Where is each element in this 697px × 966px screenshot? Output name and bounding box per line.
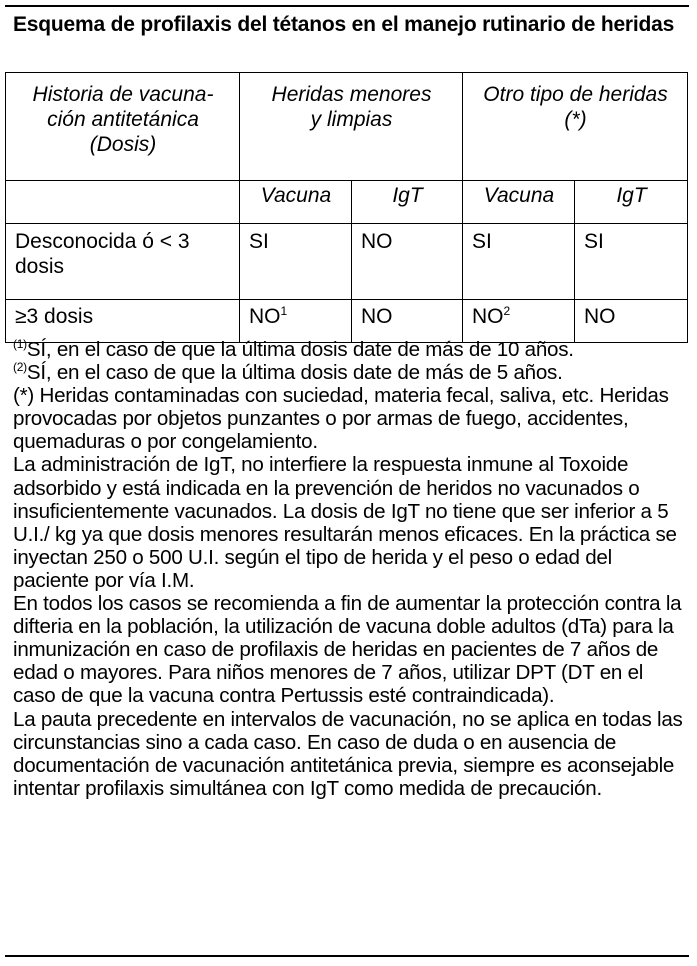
paragraph-dta-recommendation: En todos los casos se recomienda a fin de aumentar la protección contra la difteria en la población, la utilización de vacuna doble adultos (dTa) para la inmunización en caso de profilaxis de heridas en pacientes de 7 años de edad o mayores. Para niños menores de 7 años, utilizar DPT (DT en el caso de que la vacuna contra Pertussis esté contraindicada). (13, 592, 682, 708)
table-cell (352, 224, 463, 300)
cell-value: NO (361, 230, 393, 253)
paragraph-precaution: La pauta precedente en intervalos de vacunación, no se aplica en todas las circunstancias sino a cada caso. En caso de duda o en ausencia de documentación de vacunación antitetánica previa, siempre es aconsejable intentar profilaxis simultánea con IgT como medida de precaución. (13, 707, 683, 800)
cell-value: SI (249, 230, 269, 253)
footnote-marker: (1) (13, 337, 27, 351)
footnote-text: SÍ, en el caso de que la última dosis date de más de 5 años. (26, 361, 563, 385)
vaccine-subheader: Vacuna (240, 181, 352, 224)
minor-clean-wounds-header (240, 73, 463, 181)
cell-sup: 2 (503, 304, 511, 318)
table-cell (575, 224, 688, 300)
footnote (13, 361, 689, 384)
header-line: Heridas menores (271, 83, 432, 106)
cell-value: SI (584, 230, 604, 253)
igt-subheader: IgT (352, 181, 463, 224)
table-subheader-row (6, 181, 688, 224)
header-line: Historia de vacuna- (32, 83, 214, 106)
empty-cell (6, 181, 240, 224)
header-line: (*) (564, 108, 587, 131)
table-header-row (6, 73, 688, 181)
prophylaxis-table (5, 72, 688, 343)
row-label-line: dosis (15, 255, 65, 278)
cell-sup: 1 (280, 304, 288, 318)
cell-value: NO (249, 305, 281, 328)
footnote-text: SÍ, en el caso de que la última dosis date de más de 10 años. (26, 338, 574, 361)
header-line: (Dosis) (89, 133, 157, 156)
top-rule (5, 5, 689, 7)
table-cell (240, 300, 352, 343)
bottom-rule (5, 955, 689, 957)
row-label (6, 300, 240, 343)
header-line: Otro tipo de heridas (483, 83, 668, 106)
table-row (6, 224, 688, 300)
paragraph-igt-administration: La administración de IgT, no interfiere la respuesta inmune al Toxoide adsorbido y está indicada en la prevención de heridos no vacunados o insuficientemente vacunados. La dosis de IgT no tiene que ser inferior a 5 U.I./ kg ya que dosis menores resultarán menos eficaces. En la práctica se inyectan 250 o 500 U.I. según el tipo de herida y el peso o edad del paciente por vía I.M. (13, 453, 677, 592)
paragraph-wound-types: (*) Heridas contaminadas con suciedad, materia fecal, saliva, etc. Heridas provocadas por objetos punzantes o por armas de fuego, accidentes, quemaduras o por congelamiento. (13, 384, 669, 454)
table-cell (352, 300, 463, 343)
vaccine-subheader: Vacuna (463, 181, 575, 224)
row-label-line: ≥3 dosis (15, 305, 94, 328)
table-cell (463, 300, 575, 343)
table-cell (240, 224, 352, 300)
notes-section (13, 338, 689, 800)
row-label-line: Desconocida ó < 3 (15, 230, 190, 253)
vaccination-history-header (6, 73, 240, 181)
cell-value: NO (472, 305, 504, 328)
table-cell (575, 300, 688, 343)
document-title: Esquema de profilaxis del tétanos en el manejo rutinario de heridas (13, 13, 675, 36)
other-wounds-header (463, 73, 688, 181)
cell-value: NO (584, 305, 616, 328)
row-label (6, 224, 240, 300)
header-line: ción antitetánica (47, 108, 199, 131)
footnote (13, 338, 689, 361)
footnote-marker: (2) (13, 360, 27, 375)
header-line: y limpias (310, 108, 393, 131)
table-cell (463, 224, 575, 300)
cell-value: SI (472, 230, 492, 253)
table-row (6, 300, 688, 343)
igt-subheader: IgT (575, 181, 688, 224)
cell-value: NO (361, 305, 393, 328)
